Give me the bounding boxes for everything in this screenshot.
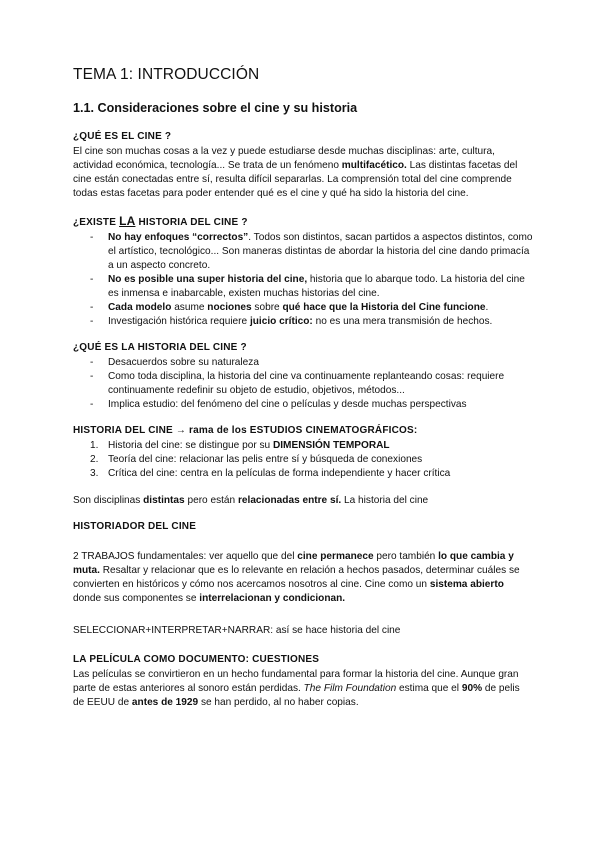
list-item: - Como toda disciplina, la historia del cine va continuamente replanteando cosas: requiere continuamente redefinir su objeto de estudio, objetivos, métodos... — [73, 370, 533, 398]
document-page — [73, 66, 533, 723]
list-item: - Implica estudio: del fenómeno del cine o películas y desde muchas perspectivas — [73, 398, 533, 412]
numbered-list — [73, 439, 533, 481]
text: La historia del cine — [341, 495, 429, 506]
list-item — [73, 453, 533, 467]
heading-part: ¿EXISTE — [73, 217, 120, 228]
paragraph-historiador — [73, 550, 533, 606]
paragraph-que-es-el-cine — [73, 145, 533, 201]
underlined-la: LA — [119, 214, 136, 228]
text: Historia del cine: se distingue por su — [108, 440, 273, 451]
list-item — [73, 467, 533, 481]
text: pero están — [184, 495, 238, 506]
text: Crítica del cine: centra en la películas de forma independiente y hacer crítica — [108, 468, 451, 479]
bold-text: cine permanece — [297, 551, 374, 562]
section-que-es-la-historia — [73, 342, 533, 412]
bold-text: lo que cambia y muta. — [73, 551, 514, 576]
list-item — [73, 301, 533, 315]
list-item — [73, 231, 533, 273]
heading-part: HISTORIA DEL CINE ? — [135, 217, 248, 228]
item-number: 1. — [90, 440, 99, 451]
text: . — [485, 302, 489, 313]
text: Resaltar y relacionar que es lo relevante en relación a hechos pasados, determinar cuáles se convierten en históricos y cómo nos acercamos nosotros al cine. Cine como un — [73, 565, 520, 590]
section-que-es-el-cine — [73, 131, 533, 201]
item-number: 3. — [90, 468, 99, 479]
section-subtitle: 1.1. Consideraciones sobre el cine y su historia — [73, 101, 358, 115]
heading-pelicula-documento: LA PELÍCULA COMO DOCUMENTO: CUESTIONES — [73, 654, 320, 665]
bold-text: multifacético. — [341, 160, 407, 171]
text: donde sus componentes se — [73, 593, 200, 604]
text: 2 TRABAJOS fundamentales: ver aquello que del — [73, 551, 298, 562]
text: Teoría del cine: relacionar las pelis entre sí y búsqueda de conexiones — [108, 454, 423, 465]
line-seleccionar: SELECCIONAR+INTERPRETAR+NARRAR: así se hace historia del cine — [73, 625, 401, 636]
text: no es una mera transmisión de hechos. — [312, 316, 493, 327]
text: Las películas se convirtieron en un hecho fundamental para formar la historia del cine. Aunque gran parte de estas anteriores al sonoro están perdidas. — [73, 669, 519, 694]
bold-text: relacionadas entre sí. — [237, 495, 342, 506]
bold-text: nociones — [207, 302, 252, 313]
heading-existe-la-historia — [73, 214, 533, 228]
bold-text: No hay enfoques “correctos” — [108, 232, 249, 243]
text: estima que el — [396, 683, 462, 694]
text: pero también — [373, 551, 439, 562]
list-item — [73, 315, 533, 329]
bold-text: antes de 1929 — [131, 697, 199, 708]
bold-text: distintas — [143, 495, 185, 506]
section-pelicula-documento — [73, 654, 533, 710]
heading-ramas: HISTORIA DEL CINE → rama de los ESTUDIOS CINEMATOGRÁFICOS: — [73, 425, 418, 436]
list-item — [73, 439, 533, 453]
text: historia que lo abarque todo. La historia del cine es inmensa e inabarcable, existen muchas historias del cine. — [108, 274, 525, 299]
text: Son disciplinas — [73, 495, 144, 506]
text: Las distintas facetas del cine están conectadas entre sí, resulta difícil separarlas. La comprensión total del cine comprende todas estas facetas para poder entender qué es el cine y qué ha sido la historia del cine. — [73, 160, 518, 199]
text: Investigación histórica requiere — [108, 316, 250, 327]
bold-text: Cada modelo — [108, 302, 172, 313]
text: sobre — [251, 302, 283, 313]
text: se han perdido, al no haber copias. — [198, 697, 359, 708]
section-existe-la-historia — [73, 214, 533, 329]
bold-text: 90% — [461, 683, 483, 694]
bold-text: juicio crítico: — [249, 316, 313, 327]
text: de pelis de EEUU de — [73, 683, 520, 708]
bullet-list — [73, 231, 533, 329]
paragraph-pelicula-documento — [73, 668, 533, 710]
bold-text: sistema abierto — [429, 579, 504, 590]
heading-historiador: HISTORIADOR DEL CINE — [73, 521, 197, 532]
heading-que-es-el-cine: ¿QUÉ ES EL CINE ? — [73, 131, 172, 142]
heading-que-es-la-historia: ¿QUÉ ES LA HISTORIA DEL CINE ? — [73, 342, 247, 353]
bold-text: DIMENSIÓN TEMPORAL — [272, 440, 390, 451]
italic-text: The Film Foundation — [303, 683, 397, 694]
bold-text: interrelacionan y condicionan. — [199, 593, 346, 604]
section-ramas — [73, 425, 533, 481]
text: . Todos son distintos, sacan partidos a aspectos distintos, como el artístico, tecnológico... Son maneras distintas de abordar la historia del cine dando primacía a un aspecto concreto. — [108, 232, 533, 271]
bullet-list — [73, 356, 533, 412]
bold-text: No es posible una super historia del cine, — [108, 274, 308, 285]
list-item: - Desacuerdos sobre su naturaleza — [73, 356, 533, 370]
list-item — [73, 273, 533, 301]
page-title: TEMA 1: INTRODUCCIÓN — [73, 66, 260, 83]
text: asume — [171, 302, 208, 313]
paragraph-disciplinas — [73, 494, 533, 508]
text: El cine son muchas cosas a la vez y puede estudiarse desde muchas disciplinas: arte, cultura, actividad económica, tecnología... Se trata de un fenómeno — [73, 146, 495, 171]
bold-text: qué hace que la Historia del Cine funcione — [282, 302, 486, 313]
item-number: 2. — [90, 454, 99, 465]
